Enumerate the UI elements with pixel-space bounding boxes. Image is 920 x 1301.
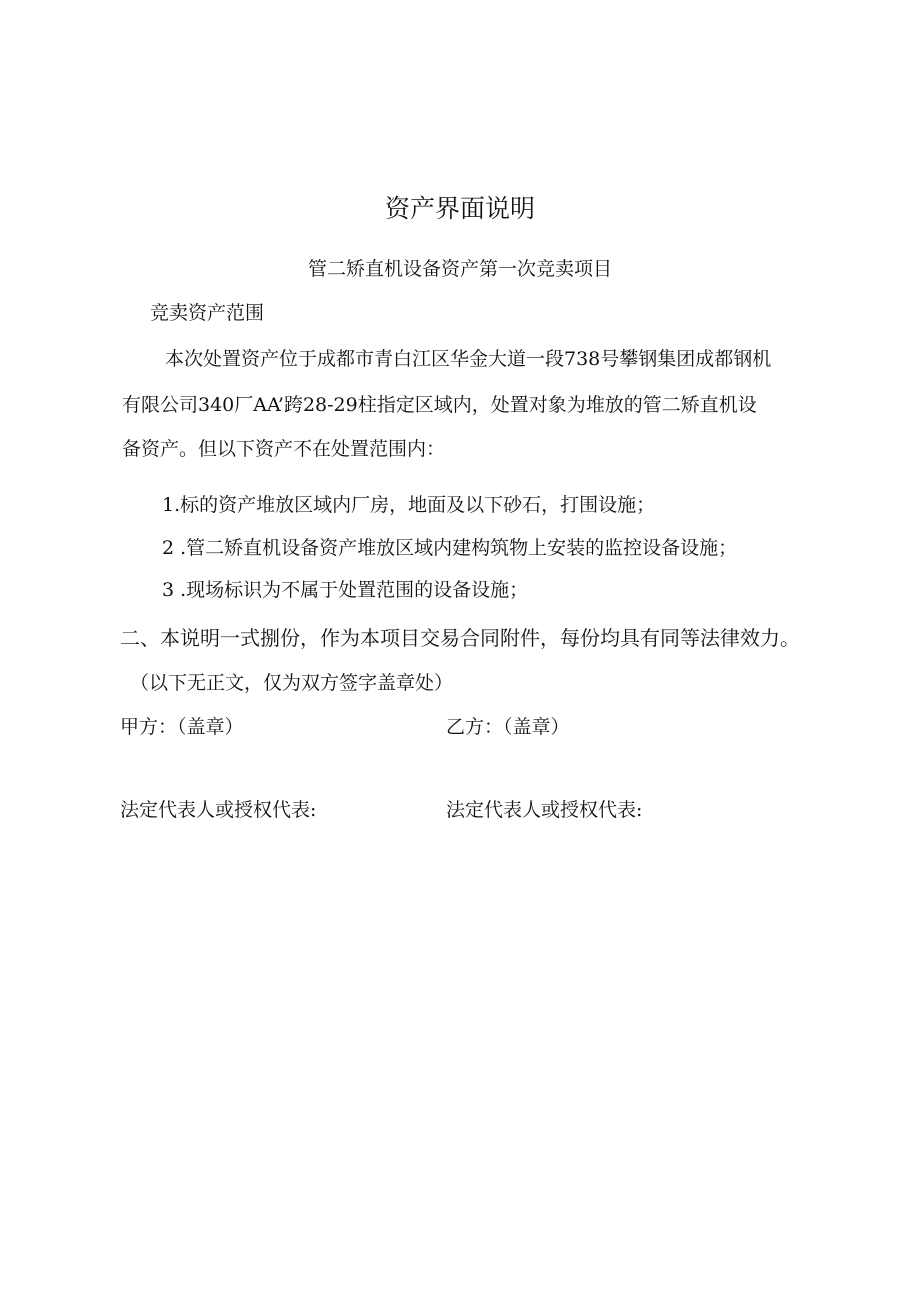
no-text-note: （以下无正文，仅为双方签字盖章处） [130,672,454,694]
party-b-representative: 法定代表人或授权代表: [446,799,643,821]
exclusion-item: 2 .管二矫直机设备资产堆放区域内建构筑物上安装的监控设备设施； [162,537,738,559]
party-a-seal: 甲方：（盖章） [120,716,244,738]
paragraph-line: 本次处置资产位于成都市青白江区华金大道一段738号攀钢集团成都钢机 [165,348,772,370]
party-b-seal: 乙方：（盖章） [446,716,570,738]
clause-two: 二、本说明一式捌份，作为本项目交易合同附件，每份均具有同等法律效力。 [120,626,800,650]
document-title: 资产界面说明 [384,194,535,223]
exclusion-item: 1.标的资产堆放区域内厂房，地面及以下砂石，打围设施； [162,494,656,516]
party-a-representative: 法定代表人或授权代表: [120,799,317,821]
project-subtitle: 管二矫直机设备资产第一次竞卖项目 [307,258,612,280]
exclusion-item: 3 .现场标识为不属于处置范围的设备设施； [162,579,529,601]
paragraph-line: 有限公司340厂AA’跨28-29柱指定区域内，处置对象为堆放的管二矫直机设 [122,394,757,416]
section-heading: 竞卖资产范围 [150,302,265,324]
paragraph-line: 备资产。但以下资产不在处置范围内： [122,438,446,460]
